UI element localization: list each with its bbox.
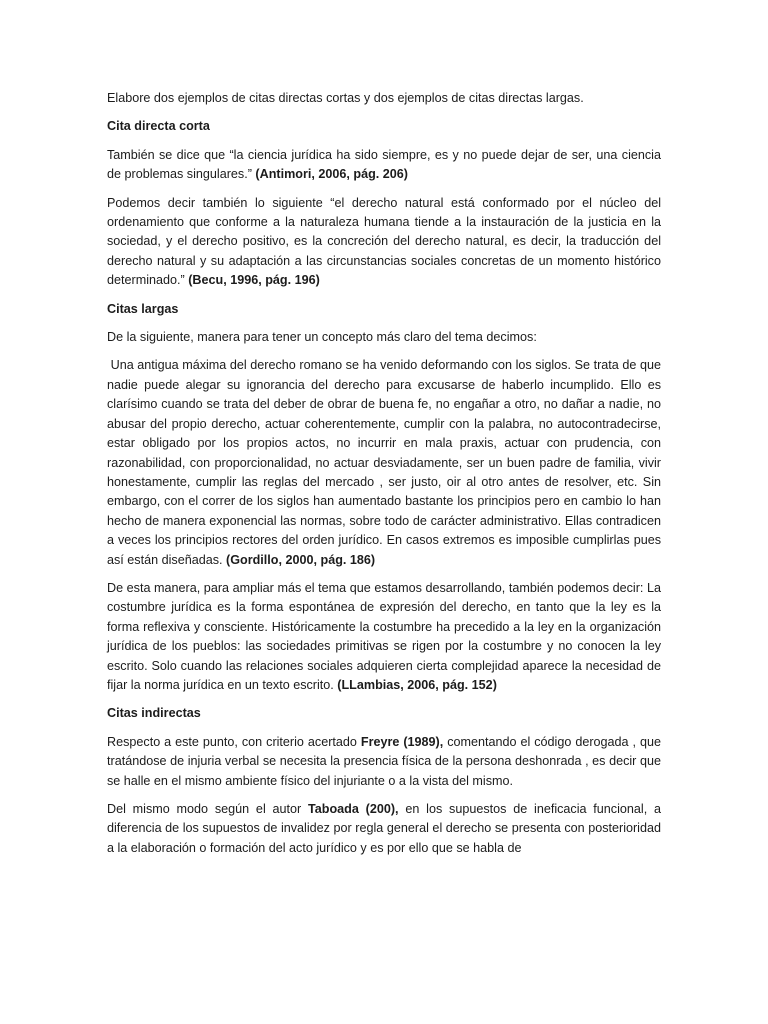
citation: Taboada (200), <box>308 802 399 816</box>
short-quote-paragraph-2 <box>107 194 661 291</box>
paragraph-text: comentando el código derogada , que tratándose de injuria verbal se necesita la presencia física de la persona deshonrada , es decir que se halle en el mismo ambiente físico del injuriante o a la vista del mismo. <box>107 734 661 788</box>
paragraph-text: De esta manera, para ampliar más el tema que estamos desarrollando, también podemos decir: La costumbre jurídica es la forma espontánea de expresión del derecho, en tanto que la ley es la forma reflexiva y consciente. Históricamente la costumbre ha precedido a la ley en la organización jurídica de los pueblos: las sociedades primitivas se rigen por la costumbre y no conocen la ley escrito. Solo cuando las relaciones sociales adquieren cierta complejidad aparece la necesidad de fijar la norma jurídica en un texto escrito. <box>107 580 661 692</box>
heading-short-quote: Cita directa corta <box>107 119 210 134</box>
heading-indirect-quote: Citas indirectas <box>107 706 201 721</box>
citation: (LLambias, 2006, pág. 152) <box>337 677 497 692</box>
indirect-quote-paragraph-2 <box>107 800 661 858</box>
intro-paragraph: Elabore dos ejemplos de citas directas cortas y dos ejemplos de citas directas largas. <box>107 91 584 105</box>
citation: (Gordillo, 2000, pág. 186) <box>226 552 376 567</box>
paragraph-text: Respecto a este punto, con criterio acertado <box>107 734 361 749</box>
heading-long-quote: Citas largas <box>107 301 179 316</box>
citation: (Antimori, 2006, pág. 206) <box>255 167 408 182</box>
citation: (Becu, 1996, pág. 196) <box>188 273 320 288</box>
paragraph-text: en los supuestos de ineficacia funcional, a diferencia de los supuestos de invalidez por regla general el derecho se presenta con posterioridad a la elaboración o formación del acto jurídico y es por ello que se habla de <box>107 802 662 855</box>
indirect-quote-paragraph-1 <box>107 733 661 791</box>
short-quote-paragraph-1 <box>107 146 661 185</box>
paragraph-text: Podemos decir también lo siguiente “el derecho natural está conformado por el núcleo del ordenamiento que conforme a la naturaleza humana tiende a la instauración de la justicia en la sociedad, y el derecho positivo, es la concreción del derecho natural, es decir, la traducción del derecho natural y su adaptación a las circunstancias sociales concretas de un momento histórico determinado.” <box>107 195 661 288</box>
paragraph-text: También se dice que “la ciencia jurídica ha sido siempre, es y no puede dejar de ser, una ciencia de problemas singulares.” <box>107 147 661 182</box>
paragraph-text: Una antigua máxima del derecho romano se ha venido deformando con los siglos. Se trata de que nadie puede alegar su ignorancia del derecho para excusarse de haberlo incumplido. Ello es clarísimo cuando se trata del deber de obrar de buena fe, no engañar a otro, no dañar a nadie, no abusar del propio derecho, actuar coherentemente, cumplir con la palabra, no autocontradecirse, estar obligado por los propios actos, no incurrir en mala praxis, actuar con prudencia, con razonabilidad, con proporcionalidad, no actuar desviadamente, ser un buen padre de familia, vivir honestamente, cumplir las reglas del mercado , ser justo, oir al otro antes de resolver, etc. Sin embargo, con el correr de los siglos han aumentado bastante los principios pero en cambio lo han hecho de manera exponencial las normas, sobre todo de carácter administrativo. Ellas contradicen a veces los principios rectores del orden jurídico. En casos extremos es imposible cumplirlas pues así están diseñadas. <box>107 358 661 567</box>
long-quote-paragraph-1 <box>107 356 661 569</box>
document-page <box>107 89 661 867</box>
citation: Freyre (1989), <box>360 734 444 749</box>
paragraph-text: Del mismo modo según el autor <box>107 802 309 816</box>
long-quote-paragraph-2 <box>107 579 661 695</box>
long-quote-intro: De la siguiente, manera para tener un concepto más claro del tema decimos: <box>107 330 537 345</box>
